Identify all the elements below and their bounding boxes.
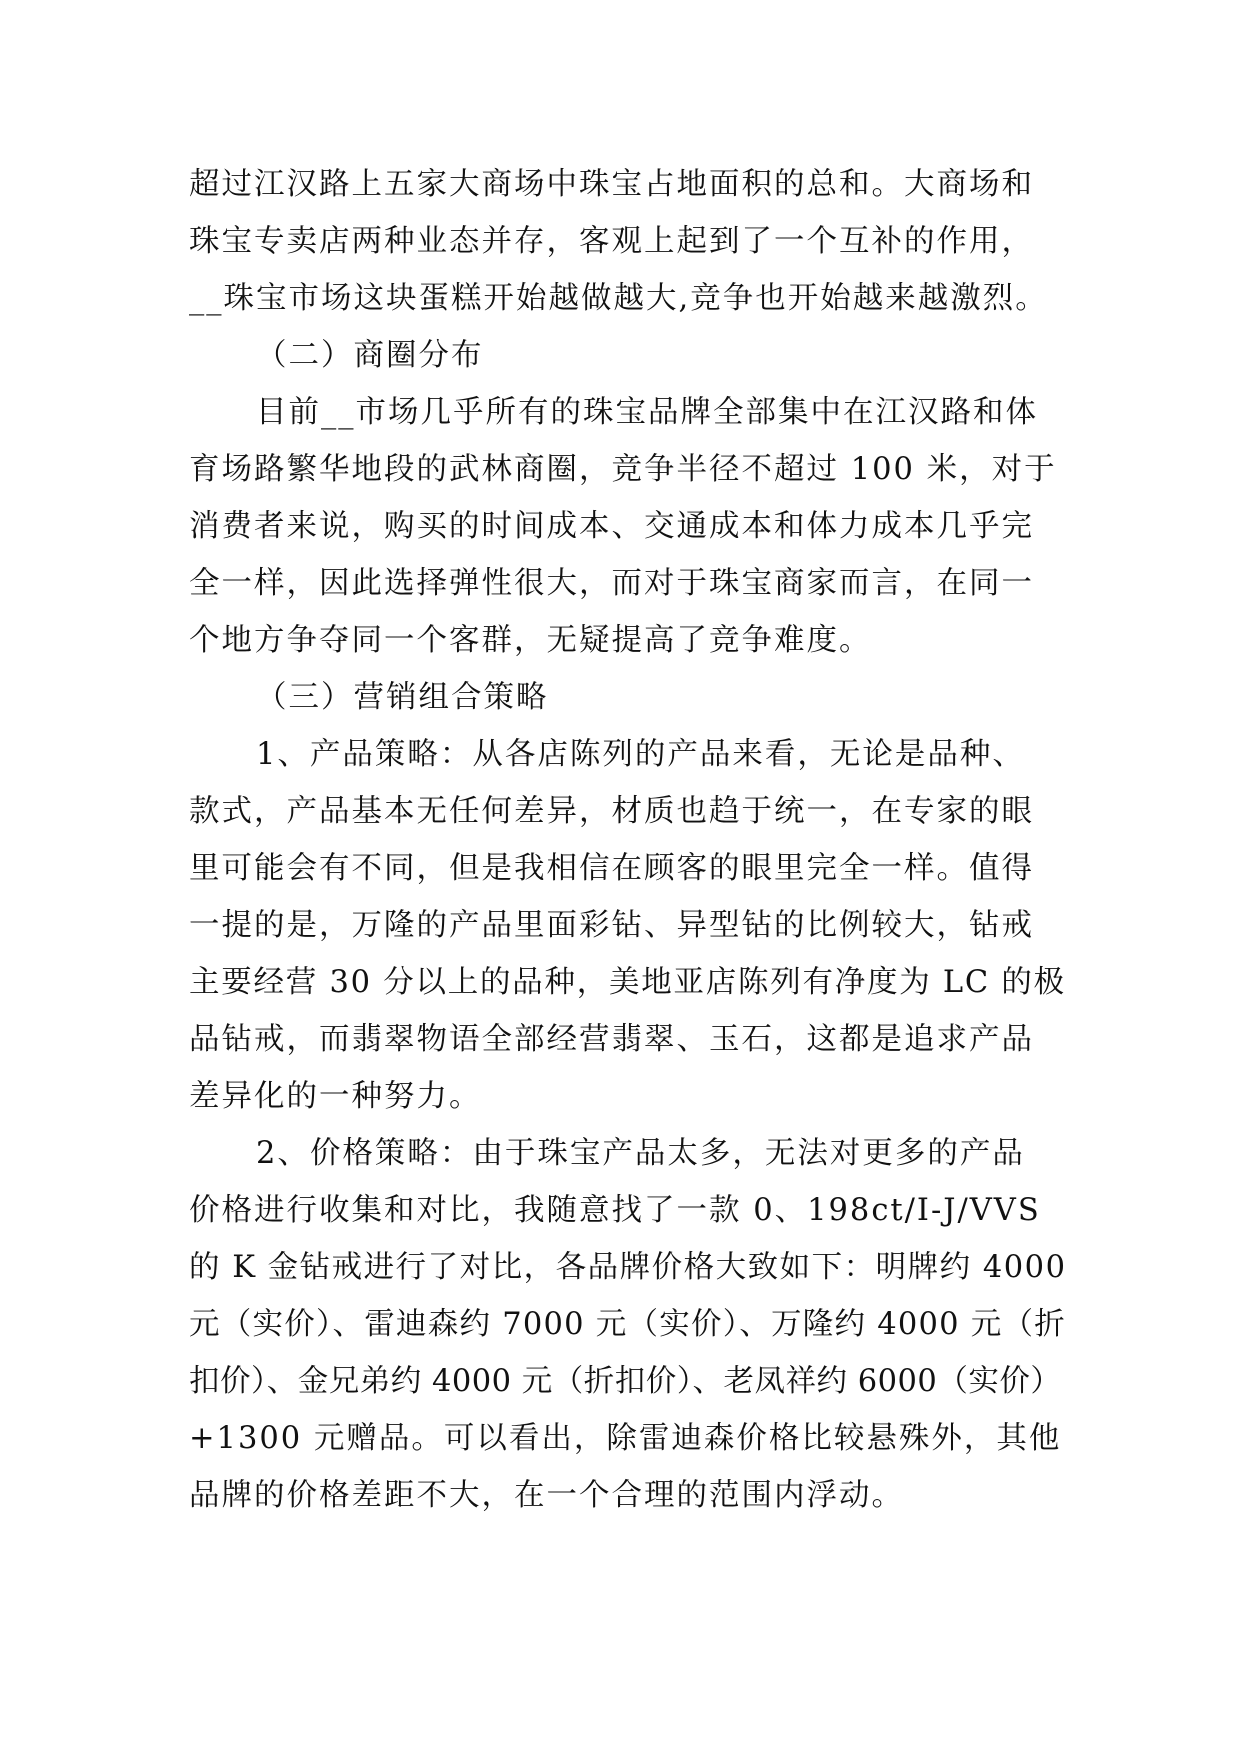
text-line: 品牌的价格差距不大，在一个合理的范围内浮动。: [189, 1478, 904, 1513]
text-line: 里可能会有不同，但是我相信在顾客的眼里完全一样。值得: [189, 851, 1034, 886]
text-line: __珠宝市场这块蛋糕开始越做越大,竞争也开始越来越激烈。: [189, 281, 1048, 316]
text-line: 超过江汉路上五家大商场中珠宝占地面积的总和。大商场和: [189, 167, 1034, 202]
paragraph-first-line: 目前__市场几乎所有的珠宝品牌全部集中在江汉路和体: [256, 395, 1038, 430]
paragraph-first-line: 2、价格策略：由于珠宝产品太多，无法对更多的产品: [256, 1136, 1025, 1171]
text-line: 个地方争夺同一个客群，无疑提高了竞争难度。: [189, 623, 872, 658]
text-line: 扣价）、金兄弟约 4000 元（折扣价）、老凤祥约 6000（实价）: [189, 1364, 1062, 1399]
text-line: 消费者来说，购买的时间成本、交通成本和体力成本几乎完: [189, 509, 1034, 544]
text-line: 差异化的一种努力。: [189, 1079, 482, 1114]
text-line: 款式，产品基本无任何差异，材质也趋于统一，在专家的眼: [189, 794, 1034, 829]
text-line: 价格进行收集和对比，我随意找了一款 0、198ct/I-J/VVS: [189, 1193, 1041, 1228]
text-line: 品钻戒，而翡翠物语全部经营翡翠、玉石，这都是追求产品: [189, 1022, 1034, 1057]
text-line: 珠宝专卖店两种业态并存，客观上起到了一个互补的作用，: [189, 224, 1034, 259]
text-line: 的 K 金钻戒进行了对比，各品牌价格大致如下：明牌约 4000: [189, 1250, 1067, 1285]
section-heading: （三）营销组合策略: [256, 680, 549, 715]
text-line: 一提的是，万隆的产品里面彩钻、异型钻的比例较大，钻戒: [189, 908, 1034, 943]
body-text: [189, 156, 1069, 1524]
text-line: 育场路繁华地段的武林商圈，竞争半径不超过 100 米，对于: [189, 452, 1057, 487]
text-line: 全一样，因此选择弹性很大，而对于珠宝商家而言，在同一: [189, 566, 1034, 601]
section-heading: （二）商圈分布: [256, 338, 484, 373]
text-line: +1300 元赠品。可以看出，除雷迪森价格比较悬殊外，其他: [189, 1421, 1062, 1456]
text-line: 元（实价）、雷迪森约 7000 元（实价）、万隆约 4000 元（折: [189, 1307, 1067, 1342]
text-line: 主要经营 30 分以上的品种，美地亚店陈列有净度为 LC 的极: [189, 965, 1066, 1000]
paragraph-first-line: 1、产品策略：从各店陈列的产品来看，无论是品种、: [256, 737, 1025, 772]
